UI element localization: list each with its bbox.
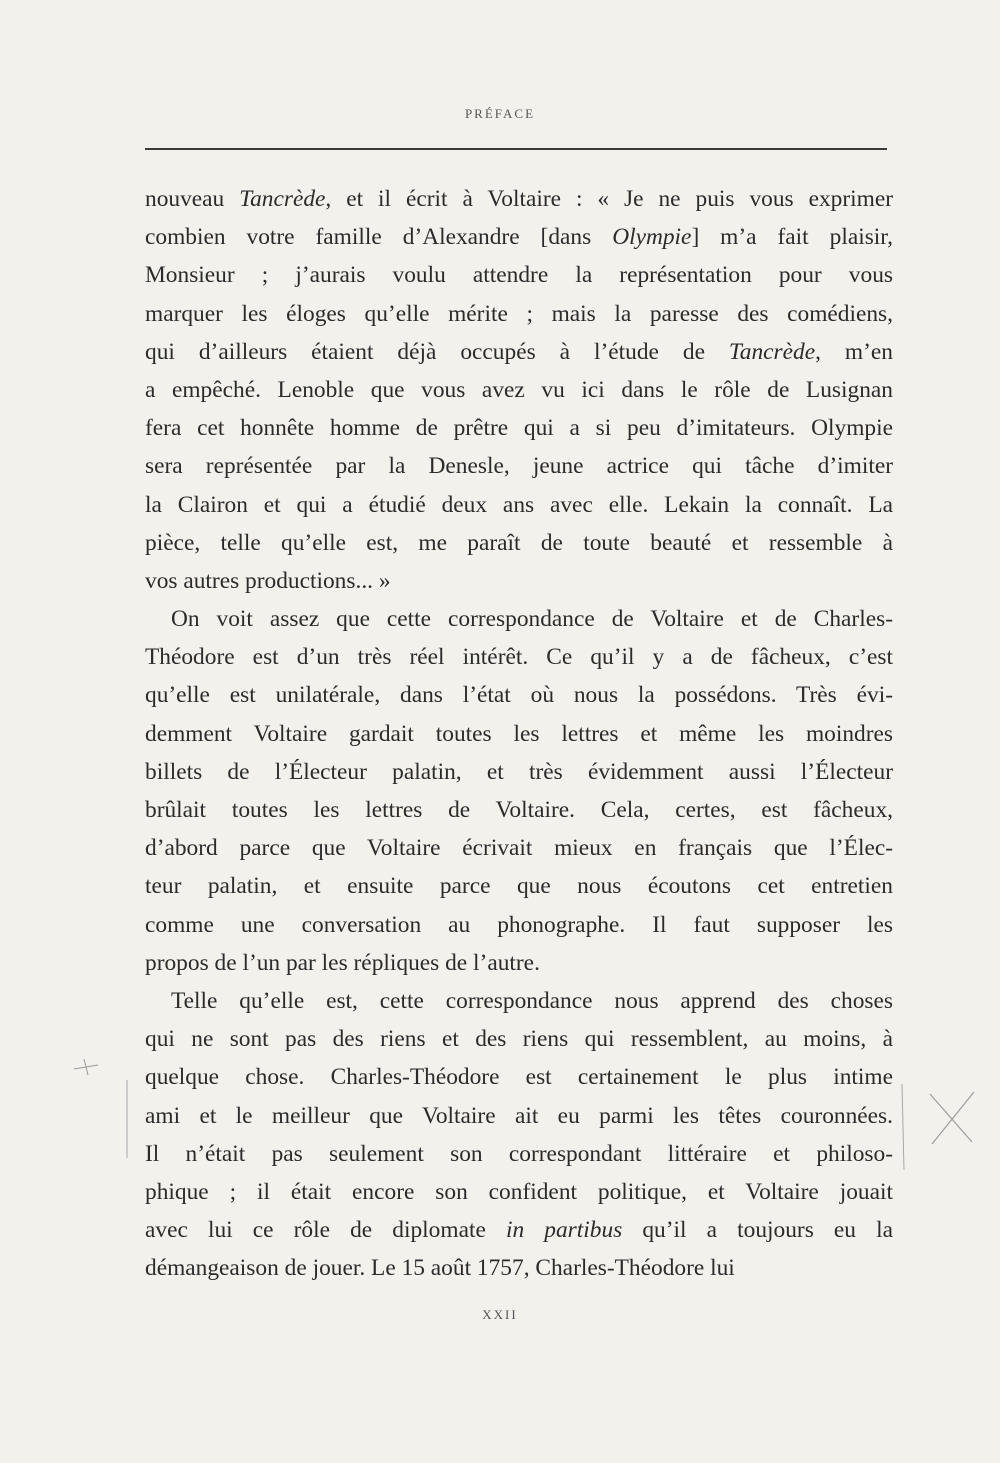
text-run: vos autres productions... » (145, 567, 391, 594)
text-run: a empêché. Lenoble que vous avez vu ici dans le rôle de Lusignan (145, 376, 893, 403)
text-line (145, 409, 893, 447)
text-line (145, 1173, 893, 1211)
text-line (145, 524, 893, 562)
text-run: ] m’a fait plaisir, (691, 224, 893, 251)
text-line (145, 447, 893, 485)
text-line (145, 1135, 893, 1173)
paragraph (145, 600, 893, 982)
text-line (145, 944, 893, 982)
pencil-margin-line-left (124, 1078, 130, 1160)
text-line (145, 295, 893, 333)
text-run: combien votre famille d’Alexandre [dans (145, 224, 613, 251)
text-run: comme une conversation au phonographe. Il faut supposer les (145, 911, 893, 938)
text-run: marquer les éloges qu’elle mérite ; mais la paresse des comédiens, (145, 300, 893, 327)
text-run: avec lui ce rôle de diplomate (145, 1217, 506, 1244)
text-line (145, 371, 893, 409)
text-run: qui d’ailleurs étaient déjà occupés à l’étude de (145, 338, 729, 365)
text-run: qu’il a toujours eu la (622, 1217, 893, 1244)
text-line (145, 256, 893, 294)
text-line (145, 1058, 893, 1096)
text-run: On voit assez que cette correspondance de Voltaire et de Charles- (171, 606, 893, 633)
text-run: sera représentée par la Denesle, jeune actrice qui tâche d’imiter (145, 453, 893, 480)
text-line (145, 333, 893, 371)
text-line (145, 982, 893, 1020)
italic-title: Olympie (612, 224, 692, 251)
text-run: fera cet honnête homme de prêtre qui a si peu d’imitateurs. Olympie (145, 415, 893, 442)
text-line (145, 180, 893, 218)
italic-title: Tancrède (239, 186, 326, 212)
text-line (145, 562, 893, 600)
text-run: billets de l’Électeur palatin, et très évidemment aussi l’Électeur (145, 758, 893, 785)
text-line (145, 906, 893, 944)
text-run: la Clairon et qui a étudié deux ans avec elle. Lekain la connaît. La (145, 491, 893, 518)
text-run: , et il écrit à Voltaire : « Je ne puis vous exprimer (325, 186, 894, 212)
text-line (145, 638, 893, 676)
text-line (145, 753, 893, 791)
text-line (145, 218, 893, 256)
text-run: Monsieur ; j’aurais voulu attendre la représentation pour vous (145, 262, 893, 289)
text-run: phique ; il était encore son confident politique, et Voltaire jouait (145, 1178, 893, 1205)
text-line (145, 486, 893, 524)
header-rule (145, 148, 887, 150)
text-run: qui ne sont pas des riens et des riens qui ressemblent, au moins, à (145, 1026, 893, 1053)
text-run: ami et le meilleur que Voltaire ait eu parmi les têtes couronnées. (145, 1102, 893, 1129)
body-text (145, 180, 893, 1287)
pencil-tick-mark (72, 1055, 102, 1079)
text-run: propos de l’un par les répliques de l’autre. (145, 949, 540, 976)
italic-title: in partibus (505, 1217, 623, 1244)
text-line (145, 1097, 893, 1135)
text-run: d’abord parce que Voltaire écrivait mieux en français que l’Élec- (145, 835, 893, 862)
pencil-margin-line-right (898, 1082, 908, 1172)
text-line (145, 829, 893, 867)
text-line (145, 1020, 893, 1058)
text-run: nouveau (145, 186, 240, 212)
text-line (145, 1211, 893, 1249)
text-run: qu’elle est unilatérale, dans l’état où nous la possédons. Très évi- (145, 682, 893, 709)
pencil-cross-mark (924, 1088, 980, 1148)
text-line (145, 676, 893, 714)
page-number: XXII (482, 1307, 518, 1322)
text-run: démangeaison de jouer. Le 15 août 1757, Charles-Théodore lui (145, 1255, 735, 1282)
text-run: Telle qu’elle est, cette correspondance nous apprend des choses (171, 987, 893, 1014)
text-run: demment Voltaire gardait toutes les lettres et même les moindres (145, 720, 893, 747)
text-run: Il n’était pas seulement son correspondant littéraire et philoso- (145, 1140, 893, 1167)
paragraph (145, 180, 893, 600)
text-run: teur palatin, et ensuite parce que nous écoutons cet entretien (145, 873, 893, 900)
text-line (145, 791, 893, 829)
text-line (145, 867, 893, 905)
text-run: Théodore est d’un très réel intérêt. Ce qu’il y a de fâcheux, c’est (145, 644, 893, 671)
text-line (145, 600, 893, 638)
text-line (145, 715, 893, 753)
text-run: pièce, telle qu’elle est, me paraît de toute beauté et ressemble à (145, 529, 893, 556)
text-run: , m’en (815, 338, 893, 365)
text-line (145, 1249, 893, 1287)
italic-title: Tancrède (728, 338, 816, 365)
paragraph (145, 982, 893, 1288)
text-run: brûlait toutes les lettres de Voltaire. Cela, certes, est fâcheux, (145, 797, 893, 823)
text-run: quelque chose. Charles-Théodore est certainement le plus intime (145, 1064, 893, 1091)
running-head: PRÉFACE (464, 106, 536, 121)
